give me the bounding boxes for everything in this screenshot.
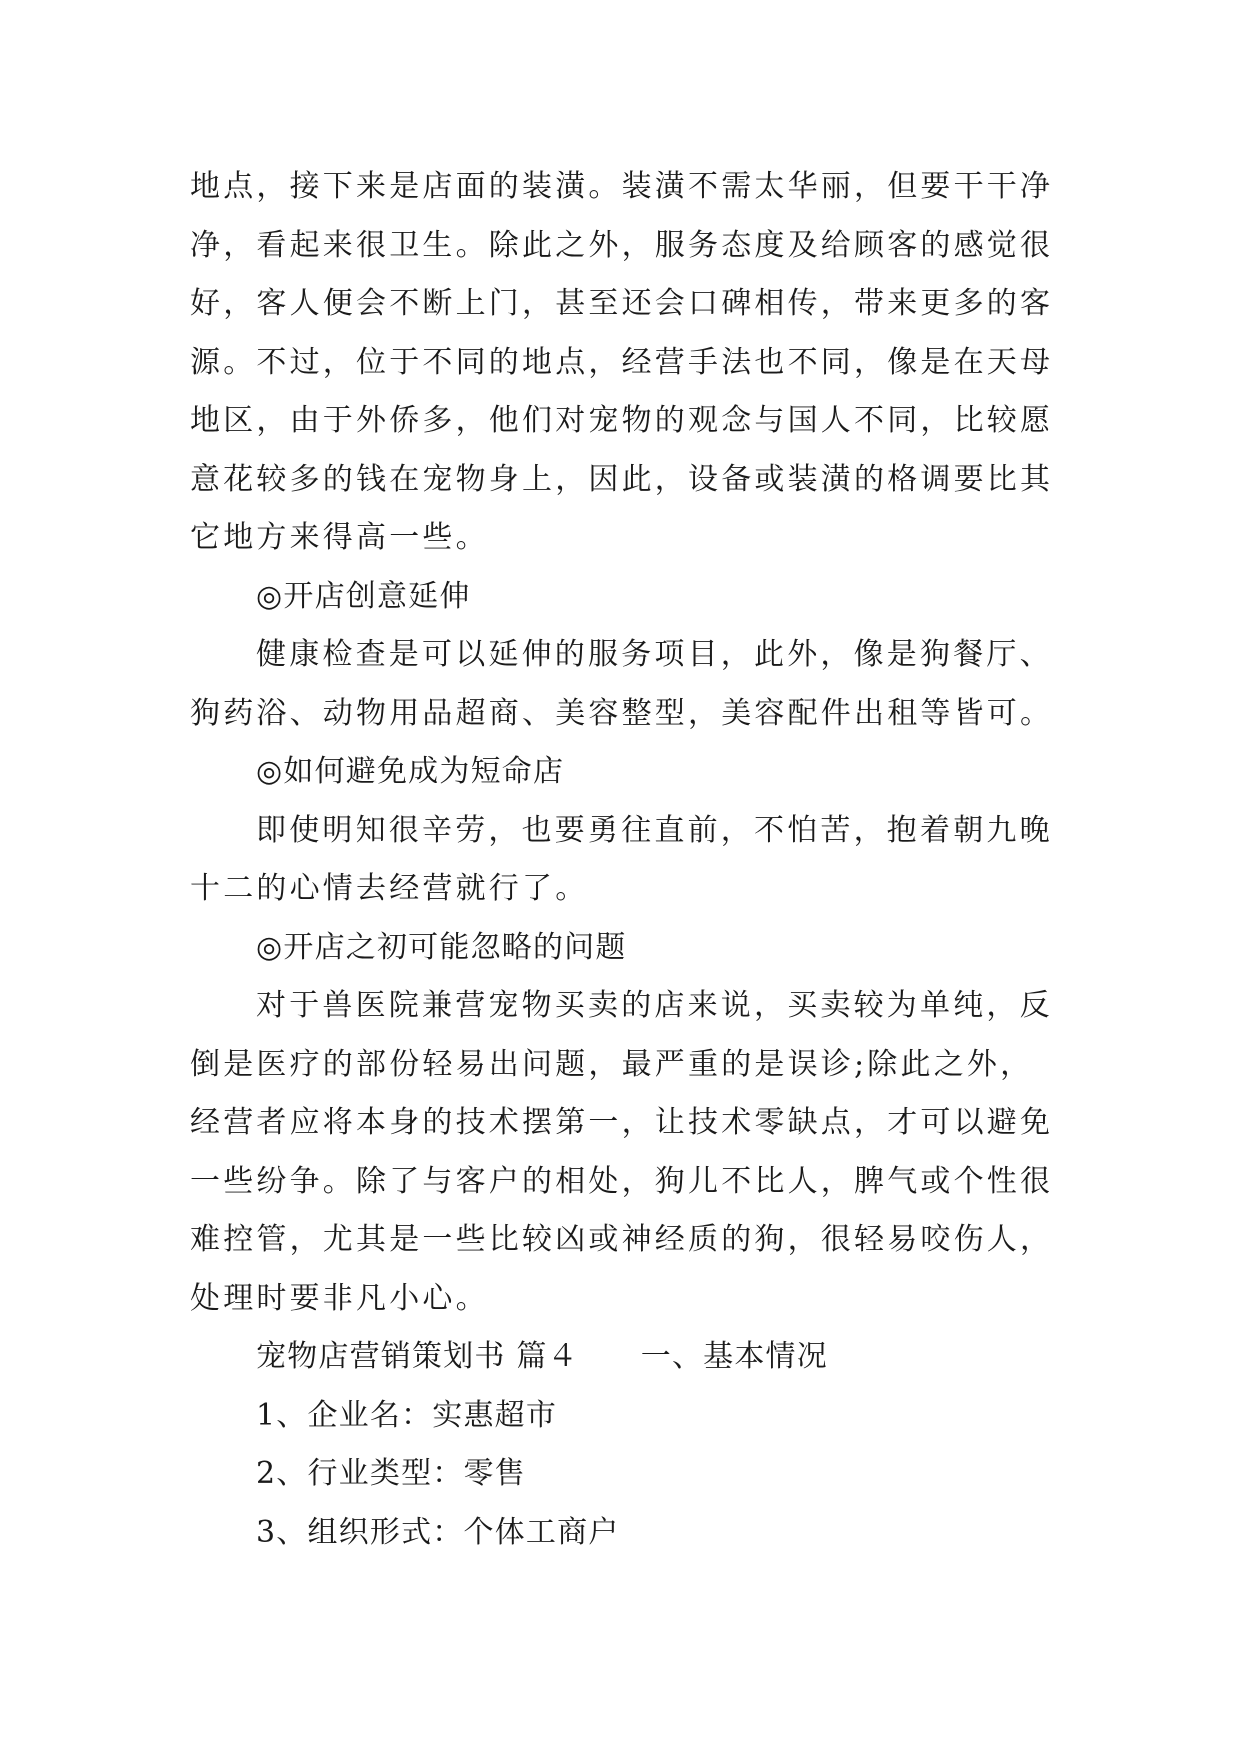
- paragraph-line: 地点，接下来是店面的装潢。装潢不需太华丽，但要干干净: [190, 169, 1054, 204]
- paragraph-line: 对于兽医院兼营宠物买卖的店来说，买卖较为单纯，反: [256, 988, 1053, 1023]
- paragraph-line: 狗药浴、动物用品超商、美容整型，美容配件出租等皆可。: [190, 695, 1054, 731]
- list-item-company-name: 1、企业名：实惠超市: [256, 1397, 558, 1433]
- paragraph-line: 净，看起来很卫生。除此之外，服务态度及给顾客的感觉很: [190, 227, 1054, 263]
- paragraph-line: 地区，由于外侨多，他们对宠物的观念与国人不同，比较愿: [190, 403, 1054, 438]
- paragraph-line: 即使明知很辛劳，也要勇往直前，不怕苦，抱着朝九晚: [256, 812, 1053, 848]
- section-heading-overlooked-issues: ◎开店之初可能忽略的问题: [256, 929, 627, 965]
- list-item-industry-type: 2、行业类型：零售: [256, 1456, 526, 1491]
- paragraph-line: 健康检查是可以延伸的服务项目，此外，像是狗餐厅、: [256, 637, 1053, 672]
- paragraph-line: 十二的心情去经营就行了。: [190, 871, 589, 906]
- paragraph-line: 倒是医疗的部份轻易出问题，最严重的是误诊;除此之外，: [190, 1046, 1034, 1082]
- section-subtitle: 一、基本情况: [640, 1339, 828, 1374]
- list-item-organization-form: 3、组织形式：个体工商户: [256, 1514, 620, 1550]
- paragraph-line: 难控管，尤其是一些比较凶或神经质的狗，很轻易咬伤人，: [190, 1222, 1054, 1257]
- paragraph-line: 意花较多的钱在宠物身上，因此，设备或装潢的格调要比其: [190, 461, 1054, 497]
- paragraph-line: 源。不过，位于不同的地点，经营手法也不同，像是在天母: [190, 344, 1054, 380]
- paragraph-line: 处理时要非凡小心。: [190, 1280, 489, 1316]
- section-heading-extension: ◎开店创意延伸: [256, 578, 471, 614]
- section-title: 宠物店营销策划书 篇４: [256, 1339, 579, 1374]
- document-body: [190, 158, 1070, 1562]
- paragraph-line: 经营者应将本身的技术摆第一，让技术零缺点，才可以避免: [190, 1105, 1054, 1140]
- section-heading-avoid-short-lived: ◎如何避免成为短命店: [256, 754, 565, 789]
- section-title-line: [190, 1328, 1070, 1387]
- paragraph-line: 好，客人便会不断上门，甚至还会口碑相传，带来更多的客: [190, 286, 1054, 321]
- paragraph-line: 一些纷争。除了与客户的相处，狗儿不比人，脾气或个性很: [190, 1163, 1054, 1199]
- paragraph-line: 它地方来得高一些。: [190, 520, 489, 555]
